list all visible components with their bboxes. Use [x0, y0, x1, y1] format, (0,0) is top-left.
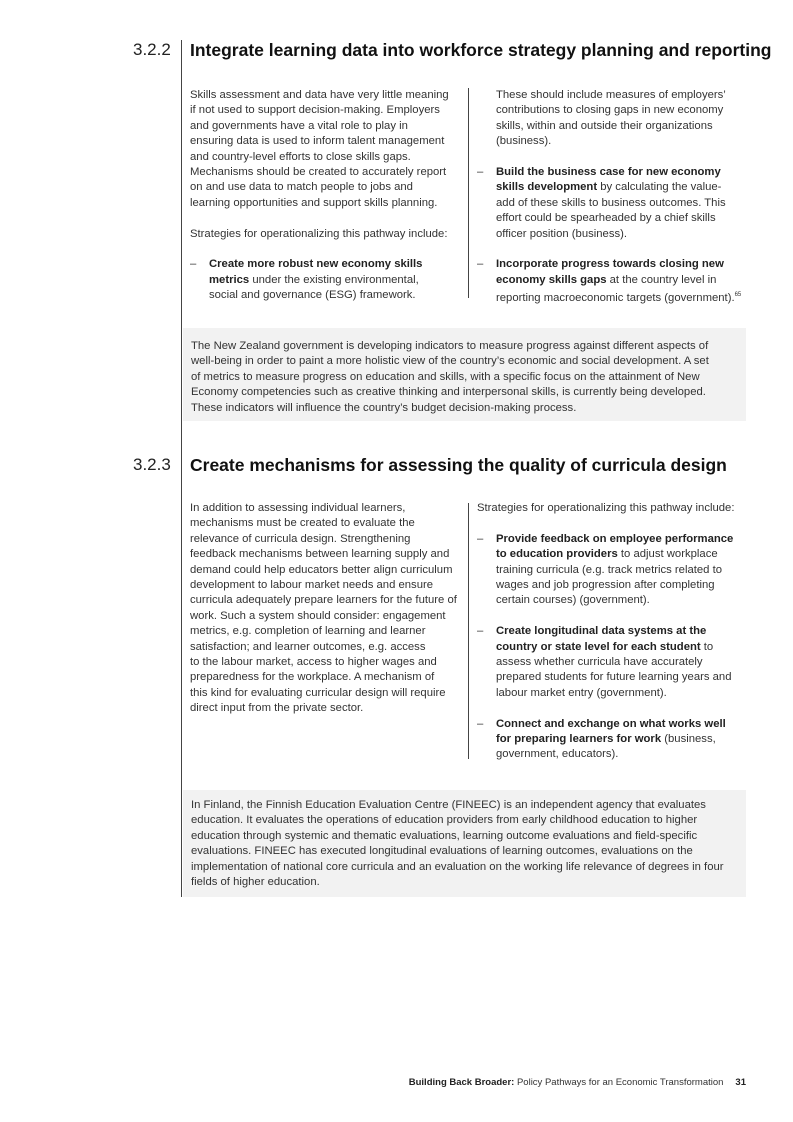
left-column: In addition to assessing individual learners, mechanisms must be created to evaluate the relevance of curricula design. Strengthening feedback mechanisms between learning supply and demand could help educators better align curriculum development to labour market needs and ensure curricula adequately prepare learners for the future of work. Such a system should consider: engagement metrics, e.g. completion of learning and learner satisfaction; and learner outcomes, e.g. access to the labour market, access to higher wages and preparedness for the workplace. A mechanism of this kind for evaluating curricular design will require direct input from the private sector.: [190, 502, 457, 715]
section-title: Integrate learning data into workforce strategy planning and reporting: [190, 40, 772, 60]
column-divider: [468, 503, 469, 759]
bullet-item: – Provide feedback on employee performance to education providers to adjust workplace training curricula (e.g. track metrics related to wages and job progression after completing certain courses) (government).: [477, 532, 734, 607]
footer-report-title: Building Back Broader:: [408, 1077, 515, 1088]
bullet-item: – Connect and exchange on what works well for preparing learners for work (business, government, educators).: [477, 717, 726, 761]
right-column: [477, 501, 752, 763]
strategies-intro: Strategies for operationalizing this pathway include:: [477, 502, 735, 514]
column-divider: [468, 88, 469, 298]
bullet-item: – Incorporate progress towards closing new economy skills gaps at the country level in reporting macroeconomic targets (government).$^{65}$: [477, 258, 742, 305]
section-number: 3.2.2: [133, 40, 171, 59]
body-paragraph: These should include measures of employers’ contributions to closing gaps in new economy skills, within and outside their organizations (business).: [496, 89, 726, 148]
footer-report-subtitle: Policy Pathways for an Economic Transformation: [514, 1077, 724, 1088]
footnote-ref: 65: [734, 292, 742, 299]
right-column: [477, 88, 752, 306]
section-number: 3.2.3: [133, 455, 171, 474]
left-column: [190, 88, 465, 304]
page-footer: [409, 1077, 746, 1088]
section-divider: [181, 455, 182, 897]
strategies-intro: Strategies for operationalizing this pathway include:: [190, 227, 448, 240]
case-study-callout: The New Zealand government is developing indicators to measure progress against different aspects of well-being in order to paint a more holistic view of the country’s economic and social development. A set of metrics to measure progress on education and skills, with a specific focus on the attainment of New Economy competencies such as creative thinking and interpersonal skills, is currently being developed. These indicators will influence the country’s budget decision-making process.: [183, 328, 746, 421]
section-title: Create mechanisms for assessing the quality of curricula design: [190, 455, 727, 475]
section-divider: [181, 40, 182, 460]
bullet-item: – Create longitudinal data systems at the country or state level for each student to assess whether curricula have accurately prepared students for future learning years and labour market entry (government).: [477, 625, 732, 699]
bullet-item: – Build the business case for new economy skills development by calculating the value- add of these skills to business outcomes. This effort could be spearheaded by a chief skills officer position (business).: [477, 166, 726, 240]
bullet-item: – Create more robust new economy skills metrics under the existing environmental, social and governance (ESG) framework.: [190, 258, 423, 302]
case-study-callout: In Finland, the Finnish Education Evaluation Centre (FINEEC) is an independent agency that evaluates education. It evaluates the operations of education providers from early childhood education to higher education through systemic and thematic evaluations, learning outcome evaluations and field-specific evaluations. FINEEC has executed longitudinal evaluations of learning outcomes, evaluations on the implementation of national core curricula and an evaluation on the working life relevance of degrees in four fields of higher education.: [183, 790, 746, 897]
body-paragraph: Skills assessment and data have very little meaning if not used to support decision-making. Employers and governments have a vital role to play in ensuring data is used to inform talent management and country-level efforts to close skills gaps. Mechanisms should be created to accurately report on and use data to match people to jobs and learning opportunities and support skills planning.: [190, 89, 449, 209]
page-number: 31: [735, 1077, 746, 1088]
